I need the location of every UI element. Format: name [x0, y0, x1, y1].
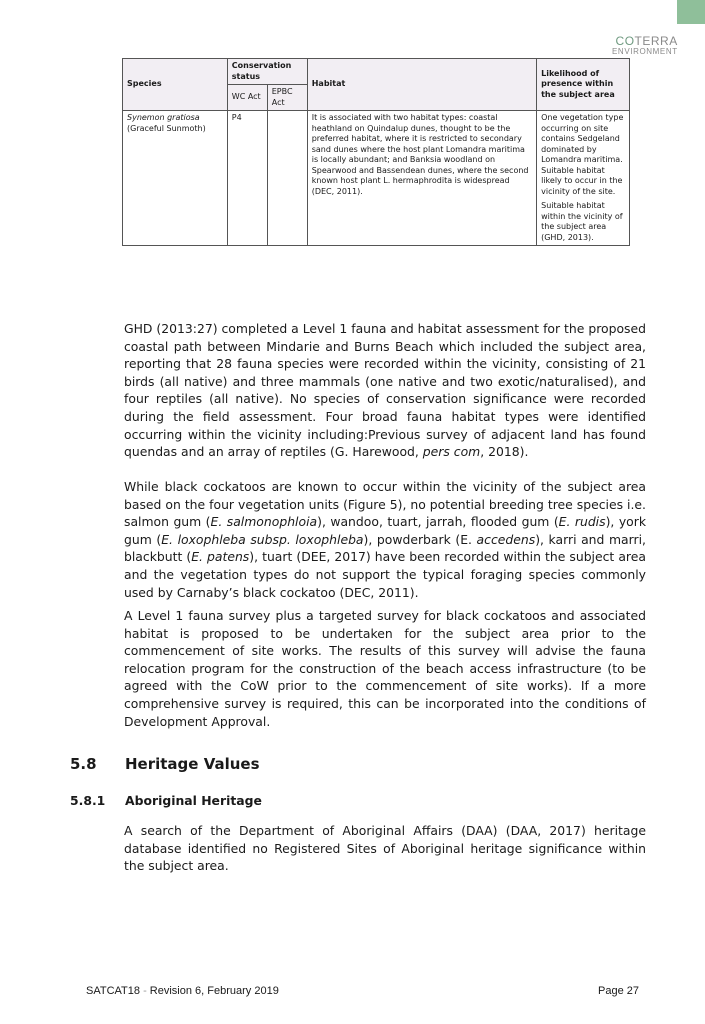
logo-co: CO [615, 34, 635, 48]
paragraph-text-segment: ), tuart (DEE, 2017) have been recorded within the subject area and the vegetation types do not support the typical foraging species commonly used by Carnaby’s black cockatoo (DEC, 2011). [124, 549, 646, 600]
header-likelihood: Likelihood of presence within the subject area [537, 59, 630, 111]
cell-species [123, 111, 228, 246]
cell-epbc-act [267, 111, 307, 246]
paragraph-ghd-assessment [124, 320, 646, 461]
footer-document-info [86, 985, 279, 997]
header-wc-act: WC Act [227, 85, 267, 111]
paragraph-text-segment: ), karri and marri, blackbutt ( [124, 531, 646, 565]
species-name-italic: E. patens [191, 549, 250, 565]
section-title: Heritage Values [125, 755, 260, 773]
paragraph-text-segment: While black cockatoos are known to occur within the vicinity of the subject area based on the four vegetation units (Figure 5), no potential breeding tree species i.e. salmon gum ( [124, 479, 646, 530]
species-name-italic: E. loxophleba subsp. loxophleba [161, 531, 364, 547]
species-name-italic: accedens [476, 531, 536, 547]
likelihood-text-2: Suitable habitat within the vicinity of the subject area (GHD, 2013). [541, 201, 623, 242]
likelihood-text-1: One vegetation type occurring on site contains Sedgeland dominated by Lomandra maritima. Suitable habitat likely to occur in the vicinity of the site. [541, 113, 624, 196]
coterra-logo [612, 35, 678, 57]
section-heading-heritage-values [70, 755, 260, 773]
footer-revision: Revision 6, February 2019 [149, 985, 279, 997]
subsection-title: Aboriginal Heritage [125, 793, 262, 808]
header-epbc-act: EPBC Act [267, 85, 307, 111]
subsection-heading-aboriginal-heritage [70, 793, 262, 808]
paragraph-text-segment: ), wandoo, tuart, jarrah, flooded gum ( [317, 514, 559, 530]
section-number: 5.8 [70, 755, 97, 773]
cell-habitat: It is associated with two habitat types: coastal heathland on Quindalup dunes, thought to be the preferred habitat, where it is restricted to secondary sand dunes where the host plant Lomandra maritima is locally abundant; and Banksia woodland on Spearwood and Bassendean dunes, where the second known host plant L. hermaphrodita is widespread (DEC, 2011). [307, 111, 536, 246]
table-row [123, 111, 630, 246]
logo-terra: TERRA [634, 34, 678, 48]
cell-likelihood [537, 111, 630, 246]
species-name-italic: E. salmonophloia [210, 514, 318, 530]
footer-separator: - [143, 985, 147, 997]
fauna-species-table [122, 58, 630, 246]
paragraph-ghd-end: , 2018). [480, 444, 529, 460]
paragraph-text-segment: ), york gum ( [124, 514, 646, 547]
species-scientific-name: Synemon gratiosa [127, 113, 200, 122]
footer-page-number: Page 27 [598, 985, 639, 997]
species-name-italic: E. rudis [558, 514, 606, 530]
corner-accent-block [677, 0, 705, 24]
paragraph-text-segment: ), powderbark (E. [363, 531, 477, 547]
subsection-number: 5.8.1 [70, 793, 106, 808]
logo-subtitle: ENVIRONMENT [612, 47, 678, 56]
footer-doc-code: SATCAT18 [86, 985, 140, 997]
header-conservation-status: Conservation status [227, 59, 307, 85]
paragraph-ghd-text: GHD (2013:27) completed a Level 1 fauna and habitat assessment for the proposed coastal path between Mindarie and Burns Beach which included the subject area, reporting that 28 fauna species were recorded within the vicinity, consisting of 21 birds (all native) and three mammals (one native and two exotic/naturalised), and four reptiles (all native). No species of conservation significance were recorded during the field assessment. Four broad fauna habitat types were identified occurring within the vicinity including:Previous survey of adjacent land has found quendas and an array of reptiles (G. Harewood, [124, 321, 646, 460]
paragraph-ghd-italic: pers com [422, 444, 481, 460]
paragraph-black-cockatoos [124, 478, 646, 601]
species-common-name: (Graceful Sunmoth) [127, 123, 206, 133]
cell-wc-act: P4 [227, 111, 267, 246]
paragraph-daa-search: A search of the Department of Aboriginal Affairs (DAA) (DAA, 2017) heritage database identified no Registered Sites of Aboriginal heritage significance within the subject area. [124, 823, 646, 874]
paragraph-fauna-survey: A Level 1 fauna survey plus a targeted survey for black cockatoos and associated habitat is proposed to be undertaken for the subject area prior to the commencement of site works. The results of this survey will advise the fauna relocation program for the construction of the beach access infrastructure (to be agreed with the CoW prior to the commencement of site works). If a more comprehensive survey is required, this can be incorporated into the conditions of Development Approval. [124, 608, 646, 729]
header-habitat: Habitat [307, 59, 536, 111]
header-species: Species [123, 59, 228, 111]
